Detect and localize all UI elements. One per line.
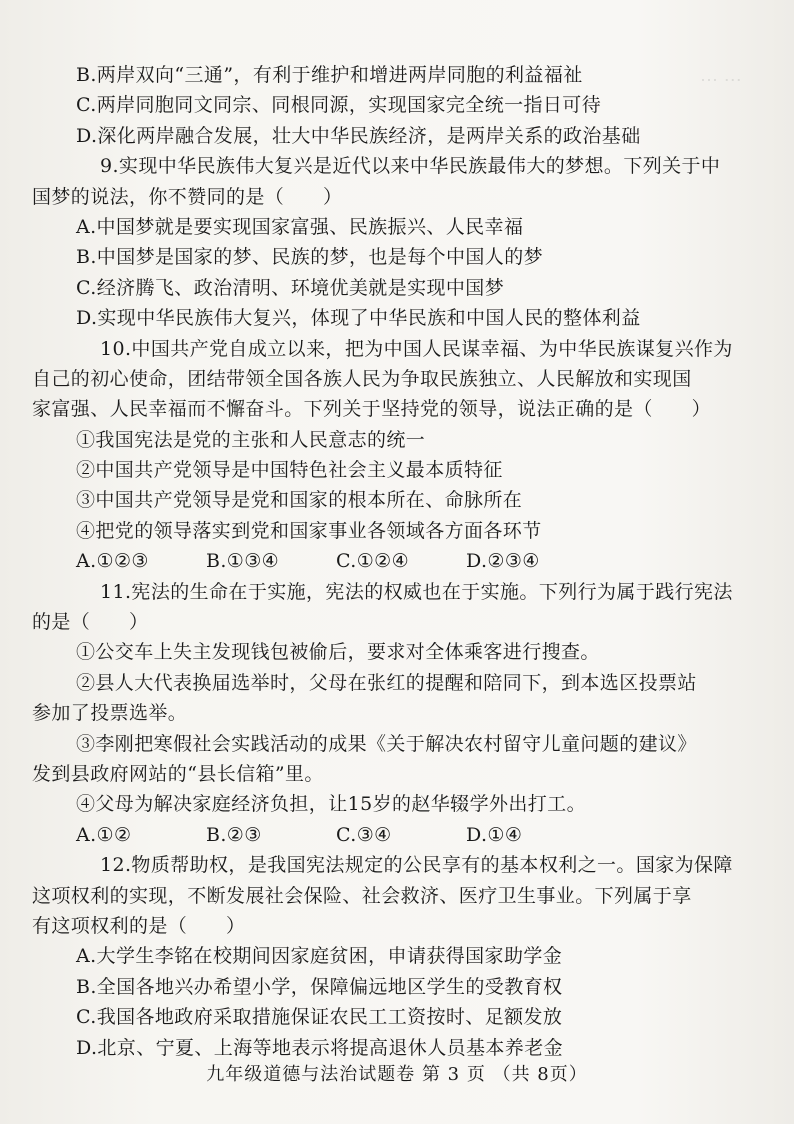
q12-stem-line-3: 有这项权利的是（ ） xyxy=(32,914,246,937)
q11-item-1: ①公交车上失主发现钱包被偷后，要求对全体乘客进行搜查。 xyxy=(76,641,600,664)
q10-item-2: ②中国共产党领导是中国特色社会主义最本质特征 xyxy=(76,459,503,482)
q11-choice-d: D.①④ xyxy=(466,823,523,846)
q9-option-a: A.中国梦就是要实现国家富强、民族振兴、人民幸福 xyxy=(76,215,524,238)
q10-choices xyxy=(76,546,736,576)
q12-option-d: D.北京、宁夏、上海等地表示将提高退休人员基本养老金 xyxy=(76,1036,563,1059)
q9-option-d: D.实现中华民族伟大复兴，体现了中华民族和中国人民的整体利益 xyxy=(76,307,641,330)
q11-stem-line-1: 11.宪法的生命在于实施，宪法的权威也在于实施。下列行为属于践行宪法 xyxy=(100,580,733,603)
q11-choice-a: A.①② xyxy=(76,823,132,846)
q10-item-4: ④把党的领导落实到党和国家事业各领域各方面各环节 xyxy=(76,519,542,542)
q10-stem-line-1: 10.中国共产党自成立以来，把为中国人民谋幸福、为中华民族谋复兴作为 xyxy=(100,337,733,360)
q9-option-b: B.中国梦是国家的梦、民族的梦，也是每个中国人的梦 xyxy=(76,246,544,269)
q11-item-2-line-1: ②县人大代表换届选举时，父母在张红的提醒和陪同下，到本选区投票站 xyxy=(76,671,697,694)
q10-choice-d: D.②③④ xyxy=(466,550,540,573)
q9-stem-line-1: 9.实现中华民族伟大复兴是近代以来中华民族最伟大的梦想。下列关于中 xyxy=(100,155,721,178)
q12-stem-line-2: 这项权利的实现，不断发展社会保险、社会救济、医疗卫生事业。下列属于享 xyxy=(32,884,692,907)
q9-stem-line-2: 国梦的说法，你不赞同的是（ ） xyxy=(32,185,343,208)
q10-item-1: ①我国宪法是党的主张和人民意志的统一 xyxy=(76,428,426,451)
q11-choice-b: B.②③ xyxy=(206,823,262,846)
q11-choices xyxy=(76,820,736,850)
q8-option-b: B.两岸双向“三通”，有利于维护和增进两岸同胞的利益福祉 xyxy=(76,64,583,86)
q10-choice-c: C.①②④ xyxy=(336,550,409,573)
q12-option-c: C.我国各地政府采取措施保证农民工工资按时、足额发放 xyxy=(76,1006,563,1029)
q11-choice-c: C.③④ xyxy=(336,823,392,846)
q11-item-3-line-1: ③李刚把寒假社会实践活动的成果《关于解决农村留守儿童问题的建议》 xyxy=(76,732,697,755)
q8-option-d: D.深化两岸融合发展，壮大中华民族经济，是两岸关系的政治基础 xyxy=(76,124,641,147)
bleed-through-marks: ⋯ ⋯ xyxy=(700,70,742,91)
page-footer: 九年级道德与法治试题卷 第 3 页 （共 8页） xyxy=(206,1064,588,1085)
q11-stem-line-2: 的是（ ） xyxy=(32,611,149,634)
q10-stem-line-2: 自己的初心使命，团结带领全国各族人民为争取民族独立、人民解放和实现国 xyxy=(32,367,692,390)
q11-item-4: ④父母为解决家庭经济负担，让15岁的赵华辍学外出打工。 xyxy=(76,793,586,816)
q11-item-3-line-2: 发到县政府网站的“县长信箱”里。 xyxy=(32,762,324,785)
exam-content xyxy=(32,60,736,1063)
q10-choice-a: A.①②③ xyxy=(76,550,149,573)
q12-option-a: A.大学生李铭在校期间因家庭贫困，申请获得国家助学金 xyxy=(76,945,563,968)
q12-stem-line-1: 12.物质帮助权，是我国宪法规定的公民享有的基本权利之一。国家为保障 xyxy=(100,854,733,877)
q10-stem-line-3: 家富强、人民幸福而不懈奋斗。下列关于坚持党的领导，说法正确的是（ ） xyxy=(32,398,712,421)
q11-item-2-line-2: 参加了投票选举。 xyxy=(32,702,188,725)
q8-option-c: C.两岸同胞同文同宗、同根同源，实现国家完全统一指日可待 xyxy=(76,94,602,117)
q10-choice-b: B.①③④ xyxy=(206,550,280,573)
q9-option-c: C.经济腾飞、政治清明、环境优美就是实现中国梦 xyxy=(76,276,505,299)
q10-item-3: ③中国共产党领导是党和国家的根本所在、命脉所在 xyxy=(76,489,523,512)
q12-option-b: B.全国各地兴办希望小学，保障偏远地区学生的受教育权 xyxy=(76,975,563,998)
